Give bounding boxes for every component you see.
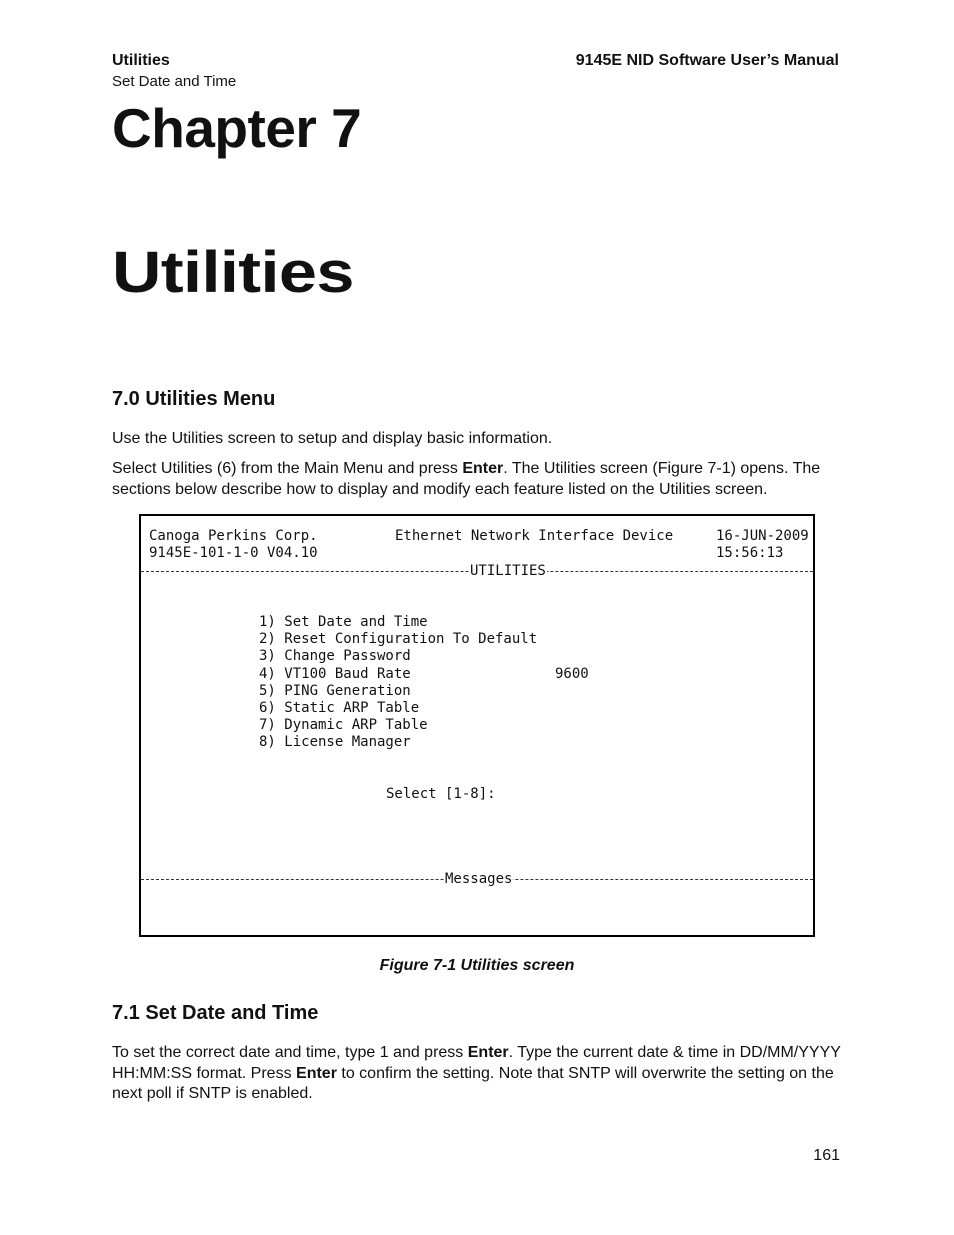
menu-item-ping-generation[interactable]: 5) PING Generation bbox=[259, 683, 411, 699]
baud-rate-value: 9600 bbox=[555, 666, 589, 682]
para-text: To set the correct date and time, type 1 and press bbox=[112, 1044, 468, 1061]
terminal-model-version: 9145E-101-1-0 V04.10 bbox=[149, 545, 318, 561]
running-header-section: Utilities bbox=[112, 52, 170, 69]
terminal-messages-title: Messages bbox=[445, 871, 513, 887]
chapter-title: Utilities bbox=[112, 240, 354, 305]
menu-item-change-password[interactable]: 3) Change Password bbox=[259, 648, 411, 664]
utilities-terminal-screen bbox=[139, 514, 815, 937]
section-7-1-paragraph bbox=[112, 1043, 847, 1105]
para-text: . The Utilities screen (Figure 7-1) opens. The sections below describe how to display and modify each feature listed on the Utilities screen. bbox=[112, 460, 821, 498]
terminal-menu-title: UTILITIES bbox=[470, 563, 546, 579]
terminal-device: Ethernet Network Interface Device bbox=[395, 528, 674, 544]
terminal-company: Canoga Perkins Corp. bbox=[149, 528, 318, 544]
terminal-date: 16-JUN-2009 bbox=[716, 528, 809, 544]
section-heading-7-1: 7.1 Set Date and Time bbox=[112, 1002, 319, 1024]
running-header-manual-title: 9145E NID Software User’s Manual bbox=[575, 52, 839, 69]
figure-caption: Figure 7-1 Utilities screen bbox=[379, 957, 575, 974]
section-7-0-paragraph-1: Use the Utilities screen to setup and display basic information. bbox=[112, 430, 553, 447]
page-number: 161 bbox=[813, 1147, 840, 1164]
menu-item-reset-configuration[interactable]: 2) Reset Configuration To Default bbox=[259, 631, 538, 647]
menu-item-set-date-time[interactable]: 1) Set Date and Time bbox=[259, 614, 428, 630]
menu-item-license-manager[interactable]: 8) License Manager bbox=[259, 734, 411, 750]
select-prompt[interactable]: Select [1-8]: bbox=[386, 786, 496, 802]
menu-item-vt100-baud-rate[interactable]: 4) VT100 Baud Rate bbox=[259, 666, 411, 682]
enter-key-text: Enter bbox=[296, 1064, 337, 1082]
enter-key-text: Enter bbox=[467, 1044, 509, 1061]
section-heading-7-0: 7.0 Utilities Menu bbox=[112, 388, 276, 410]
enter-key-text: Enter bbox=[462, 460, 504, 477]
chapter-label: Chapter 7 bbox=[112, 97, 362, 159]
section-7-0-paragraph-2 bbox=[112, 459, 847, 500]
messages-rule bbox=[141, 871, 813, 888]
para-text: . Type the current date & time in DD/MM/YYYY HH:MM:SS format. Press bbox=[112, 1044, 841, 1082]
utilities-title-rule bbox=[141, 563, 813, 580]
para-text: to confirm the setting. Note that SNTP will overwrite the setting on the next poll if SNTP is enabled. bbox=[112, 1064, 834, 1102]
menu-item-static-arp-table[interactable]: 6) Static ARP Table bbox=[259, 700, 420, 716]
running-header-subsection: Set Date and Time bbox=[112, 73, 237, 90]
para-text: Select Utilities (6) from the Main Menu and press bbox=[112, 460, 463, 477]
menu-item-dynamic-arp-table[interactable]: 7) Dynamic ARP Table bbox=[259, 717, 428, 733]
terminal-time: 15:56:13 bbox=[716, 545, 784, 561]
